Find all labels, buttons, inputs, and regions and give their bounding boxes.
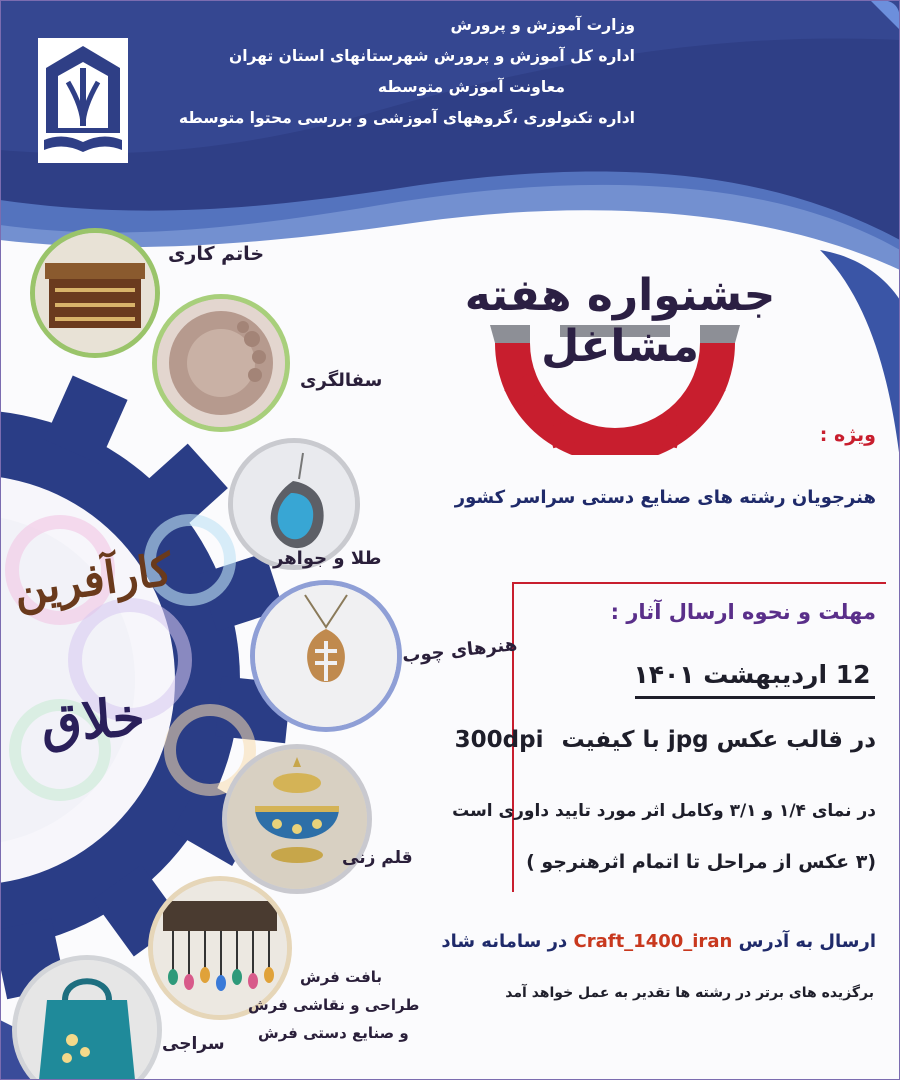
format-mid: با کیفیت: [561, 727, 660, 753]
label-leather: سراجی: [162, 1034, 225, 1054]
date-day: 12: [835, 660, 871, 689]
winners-line: برگزیده های برتر در رشته ها تقدیر به عمل خواهد آمد: [505, 985, 874, 1001]
label-khatam: خاتم کاری: [168, 243, 265, 265]
pastel-gears: [0, 500, 260, 820]
wood-pendant-icon: [255, 585, 397, 727]
send-address: Craft_1400_iran: [573, 931, 733, 952]
steps-line: (۳ عکس از مراحل تا اتمام اثرهنرجو ): [526, 851, 876, 873]
deadline-date: [632, 660, 872, 689]
pottery-plate-icon: [157, 299, 285, 427]
slogan-line-2: خلاق: [39, 686, 147, 755]
special-label: ویژه :: [819, 424, 876, 446]
ministry-logo: [38, 38, 128, 163]
date-underline: [635, 696, 875, 699]
send-prefix: ارسال به آدرس: [738, 931, 876, 952]
label-wood-art: هنرهای چوب: [401, 634, 519, 667]
tassels-icon: [153, 881, 287, 1015]
views-line: در نمای ۱/۴ و ۳/۱ وکامل اثر مورد تایید داوری است: [452, 801, 876, 821]
header-line-directorate: اداره کل آموزش و پرورش شهرستانهای استان تهران: [228, 47, 635, 65]
format-dpi: 300dpi: [454, 727, 544, 753]
format-ext: jpg: [667, 727, 709, 753]
slogan-line-1: کارآفرین: [10, 544, 176, 617]
festival-title: جشنواره هفته مشاغل: [464, 270, 776, 372]
label-carpet-3: و صنایع دستی فرش: [258, 1024, 409, 1042]
bag-icon: [17, 960, 157, 1080]
engraved-bowl-icon: [227, 749, 367, 889]
pottery-photo: [152, 294, 290, 432]
engraving-photo: [222, 744, 372, 894]
label-jewelry: طلا و جواهر: [273, 548, 382, 569]
pendant-icon: [233, 443, 355, 565]
format-line: [455, 727, 876, 753]
header-block: [135, 10, 635, 134]
header-line-department: اداره تکنولوری ،گروههای آموزشی و بررسی محتوا متوسطه: [178, 109, 635, 127]
label-engraving: قلم زنی: [342, 848, 413, 868]
send-suffix: در سامانه شاد: [441, 931, 568, 952]
label-carpet-1: بافت فرش: [300, 968, 383, 986]
date-year: ۱۴۰۱: [633, 660, 695, 689]
header-line-ministry: وزارت آموزش و پرورش: [450, 16, 635, 34]
send-line: [441, 931, 876, 952]
khatam-box-icon: [35, 233, 155, 353]
wood-art-photo: [250, 580, 402, 732]
label-pottery: سفالگری: [300, 370, 383, 391]
format-prefix: در قالب عکس: [716, 727, 876, 753]
khatam-photo: [30, 228, 160, 358]
special-text: هنرجویان رشته های صنایع دستی سراسر کشور: [454, 487, 876, 508]
header-line-deputy: معاونت آموزش متوسطه: [377, 78, 565, 96]
date-month: اردیبهشت: [703, 660, 828, 689]
label-carpet-2: طراحی و نقاشی فرش: [248, 996, 420, 1014]
deadline-heading: مهلت و نحوه ارسال آثار :: [610, 600, 876, 624]
